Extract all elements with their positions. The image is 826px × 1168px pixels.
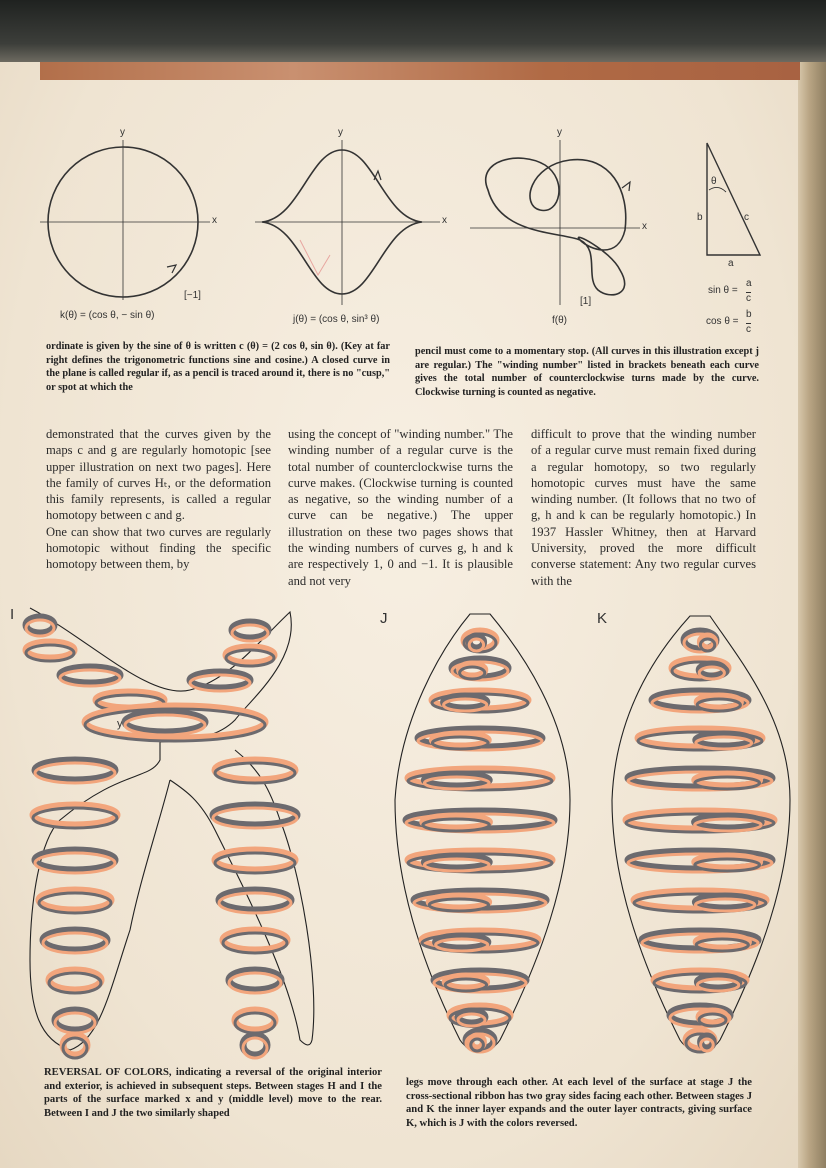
axis-y-label: y — [338, 127, 343, 138]
body-column-2: using the concept of "winding number." The winding number of a regular curve is the total number of counterclockwise turns the curve makes. (Clockwise turning is counted as negative, so the winding number of a curve can be negative.) The upper illustration on these two pages shows that the winding numbers of curves g, h and k are respectively 1, 0 and −1. It is plausible and not very — [288, 427, 513, 588]
sin-denominator: c — [746, 293, 751, 304]
axis-x-label: x — [442, 215, 447, 226]
caption-top-right: pencil must come to a momentary stop. (All curves in this illustration except j are regular.) The "winding number" listed in brackets beneath each curve gives the total number of counterclockwise turns made by the curve. Clockwise turning is counted as negative. — [415, 346, 759, 398]
formula-k: k(θ) = (cos θ, − sin θ) — [60, 310, 155, 321]
triangle-side-b: b — [697, 212, 703, 223]
stage-label-k: K — [597, 610, 608, 627]
axis-y-label: y — [120, 127, 125, 138]
caption-bottom-right: legs move through each other. At each level of the surface at stage J the cross-sectional ribbon has two gray sides facing each other. Between stages J and K the inner layer expands and the outer layer contracts, giving surface K, which is J with the colors reversed. — [406, 1077, 752, 1129]
triangle-side-a: a — [728, 258, 734, 269]
caption-bottom-left: REVERSAL OF COLORS, indicating a reversal of the original interior and exterior, is achieved in subsequent steps. Between stages H and I the parts of the surface marked x and y (middle level) move to the rear. Between I and J the two similarly shaped — [44, 1067, 382, 1119]
cos-numerator: b — [746, 309, 752, 320]
triangle-side-c: c — [744, 212, 749, 223]
stage-label-j: J — [380, 610, 388, 627]
formula-j: j(θ) = (cos θ, sin³ θ) — [293, 314, 380, 325]
cos-denominator: c — [746, 324, 751, 335]
sin-formula: sin θ = — [708, 285, 738, 296]
formula-f: f(θ) — [552, 315, 567, 326]
stage-label-x: x — [222, 703, 228, 715]
body-column-1: demonstrated that the curves given by the maps c and g are regularly homotopic [see upper illustration on next two pages]. Here the family of curves Hₜ, or the deformation this family represents, is called a regular homotopy between c and g. One can show that two curves are regularly homotopic without finding the specific homotopy between them, by — [46, 427, 271, 572]
winding-number-f: [1] — [580, 296, 592, 307]
axis-y-label: y — [557, 127, 562, 138]
stage-label-i: I — [10, 606, 15, 623]
caption-top-left: ordinate is given by the sine of θ is written c (θ) = (2 cos θ, sin θ). (Key at far right defines the trigonometric functions sine and cosine.) A closed curve in the plane is called regular if, as a pencil is traced around it, there is no "cusp," or spot at which the — [46, 341, 390, 393]
winding-number-k: [−1] — [184, 290, 201, 301]
axis-x-label: x — [642, 221, 647, 232]
cos-formula: cos θ = — [706, 316, 739, 327]
sin-numerator: a — [746, 278, 752, 289]
body-column-3: difficult to prove that the winding number of a regular curve must remain fixed during a regular homotopy, so two regularly homotopic curves must have the same winding number. (It follows that no two of g, h and k can be regularly homotopic.) In 1937 Hassler Whitney, then at Harvard University, proved the more difficult converse statement: Any two regular curves with the — [531, 427, 756, 588]
stage-label-y: y — [117, 718, 123, 730]
triangle-angle: θ — [711, 176, 717, 187]
axis-x-label: x — [212, 215, 217, 226]
